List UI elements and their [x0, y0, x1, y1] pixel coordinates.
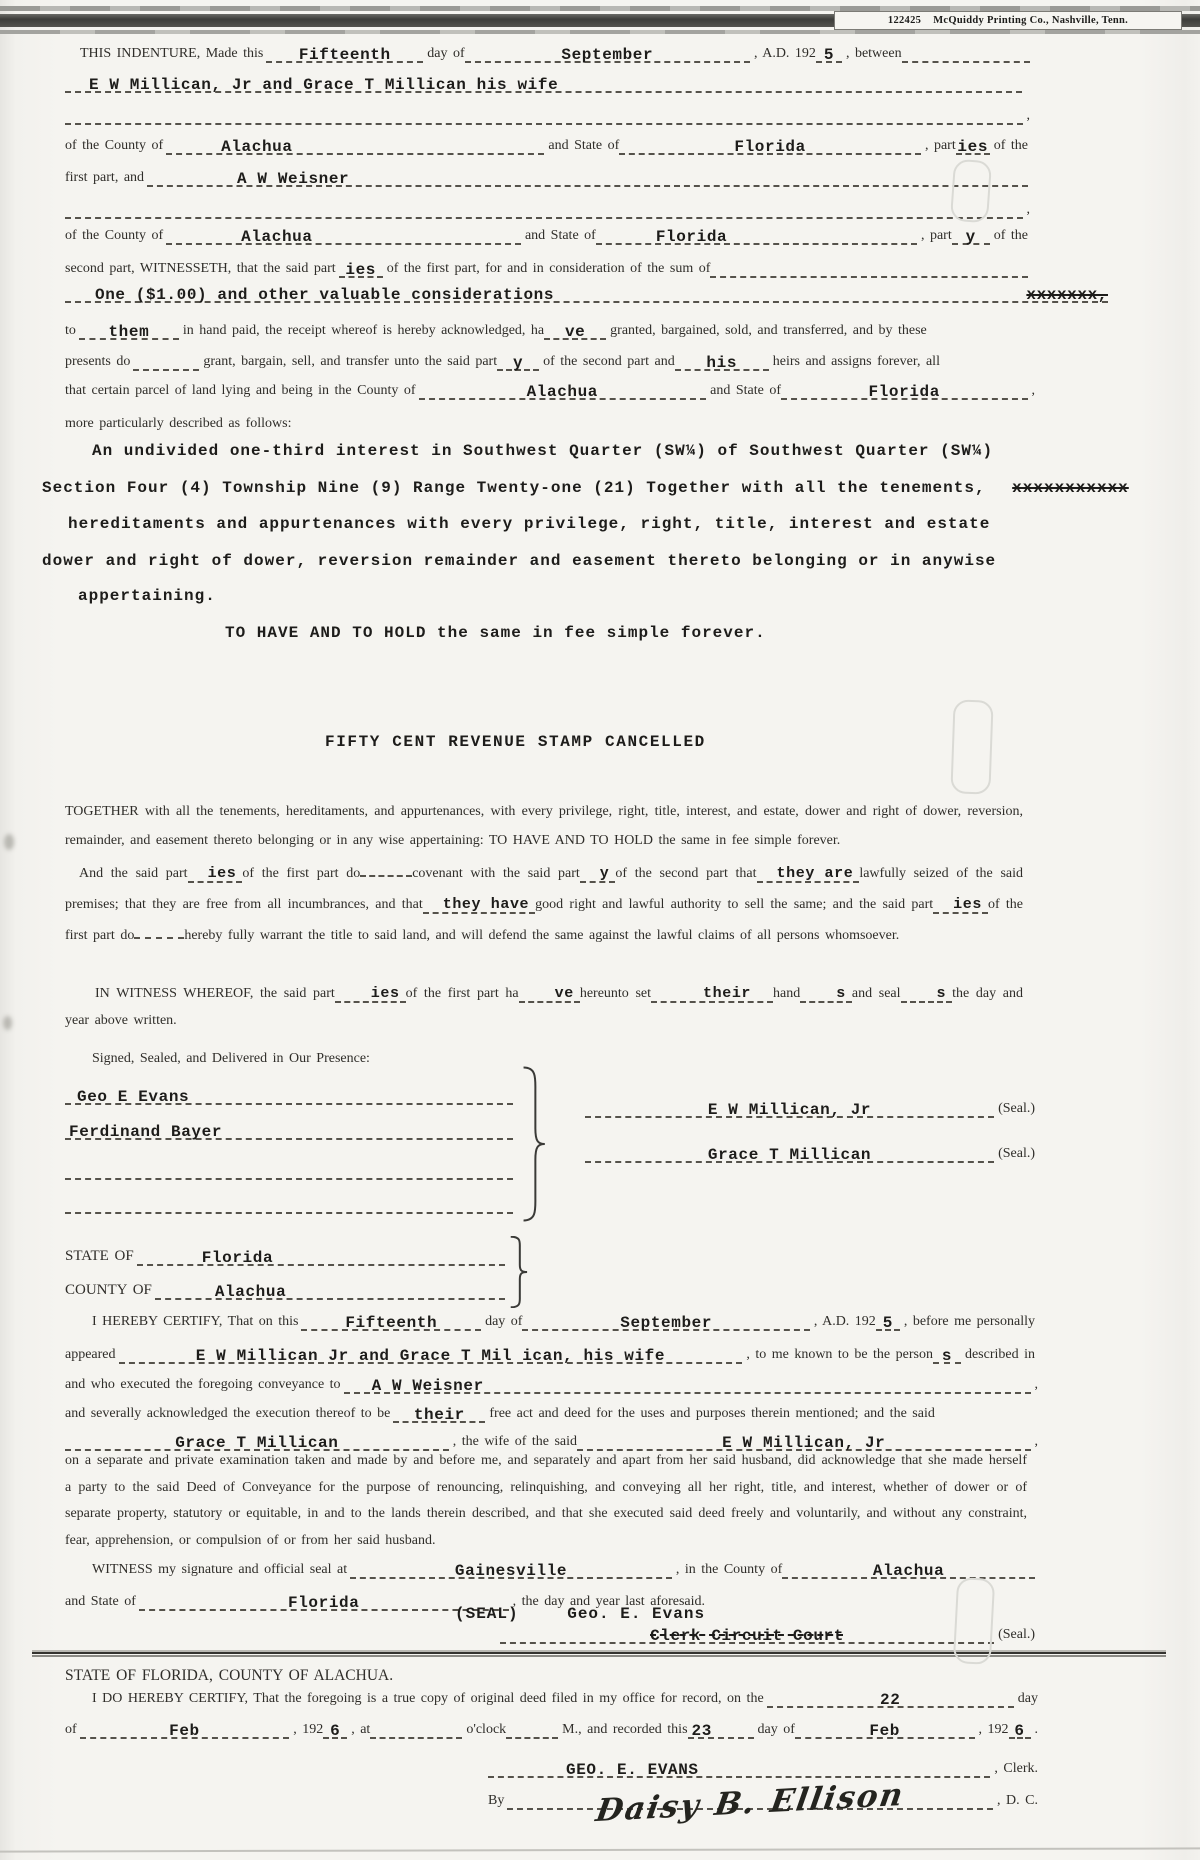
- record-certify-text: I DO HEREBY CERTIFY, That the foregoing is a true copy of original deed filed in my office for record, on the: [92, 1691, 764, 1706]
- state-of-value: Florida: [201, 1249, 274, 1267]
- grantors-field: [65, 65, 1022, 93]
- certify-line-2: [65, 1338, 1035, 1364]
- presence-text: Signed, Sealed, and Delivered in Our Presence:: [92, 1051, 370, 1066]
- cert-year-field: [876, 1303, 900, 1331]
- witness-blank-line-1: [65, 1170, 513, 1180]
- state-field: [596, 217, 917, 245]
- appeared-value: E W Millican Jr and Grace T Mil ican, his wife: [195, 1347, 666, 1365]
- record-day-value: 22: [880, 1691, 901, 1709]
- description-line-4: dower and right of dower, reversion remainder and easement thereto belonging or in anywise: [42, 552, 997, 570]
- grantor-2-name: Grace T Millican: [707, 1146, 872, 1164]
- year-prefix: , 192: [293, 1722, 324, 1737]
- witness-1-name: Geo E Evans: [77, 1088, 190, 1106]
- clerk-signature-line: [488, 1752, 1038, 1778]
- county-value: Alachua: [526, 383, 599, 401]
- parcel-line: [65, 374, 1035, 400]
- state-label: and State of: [548, 138, 620, 153]
- part-label: , part: [924, 138, 956, 153]
- certify-line-1: [92, 1305, 1035, 1331]
- printer-credit-name: McQuiddy Printing Co., Nashville, Tenn.: [933, 15, 1129, 26]
- grantee-value: A W Weisner: [237, 170, 350, 188]
- cov-fill: [423, 898, 535, 914]
- record-year-value: 6: [330, 1722, 341, 1740]
- them-value: them: [108, 323, 150, 341]
- witness-1-field: [65, 1077, 513, 1105]
- consideration-line: [65, 277, 1108, 303]
- wit-text: of the first part ha: [405, 986, 519, 1001]
- cov-text: of the second part that: [615, 866, 757, 881]
- of-the-text: of the: [993, 138, 1028, 153]
- them-field: [79, 312, 179, 340]
- county-label: of the County of: [65, 228, 164, 243]
- witness-paragraph: [65, 980, 1023, 1034]
- county-of-line: [65, 1274, 505, 1300]
- witnesseth-text: second part, WITNESSETH, that the said part: [65, 261, 336, 276]
- state-label: and State of: [710, 383, 781, 398]
- county-of-field: [155, 1272, 505, 1300]
- conveyance-label: and who executed the foregoing conveyance to: [65, 1377, 341, 1392]
- county-value: Alachua: [241, 228, 313, 246]
- record-month-field: [80, 1711, 290, 1739]
- description-line-2-text: Section Four (4) Township Nine (9) Range Twenty-one (21) Together with all the tenements,: [42, 479, 986, 497]
- wit-text: the day and year above written.: [65, 986, 1024, 1028]
- dash-gap: [134, 933, 184, 939]
- recorded-month-value: Feb: [869, 1722, 900, 1740]
- wit-fill-value: ve: [554, 985, 574, 1002]
- record-heading-text: STATE OF FLORIDA, COUNTY OF ALACHUA.: [65, 1667, 394, 1684]
- cert-month-value: September: [620, 1314, 713, 1332]
- record-month-value: Feb: [169, 1722, 200, 1740]
- described-text: described in: [964, 1347, 1035, 1362]
- and-state-label: and State of: [65, 1594, 136, 1609]
- part-value: y: [965, 228, 976, 246]
- consideration-blank: [710, 250, 1028, 278]
- day-of-text: day of: [485, 1314, 523, 1329]
- wife-name-field: [65, 1423, 449, 1451]
- county-of-label: COUNTY OF: [65, 1282, 152, 1298]
- month-field: [465, 35, 750, 63]
- deputy-signature-line: [488, 1776, 1038, 1830]
- cert-month-field: [522, 1303, 809, 1331]
- recorded-year-field: [1009, 1711, 1031, 1739]
- county-of-value: Alachua: [214, 1283, 287, 1301]
- free-act-text: free act and deed for the uses and purposes therein mentioned; and the said: [489, 1406, 935, 1421]
- witness-2-field: [65, 1112, 513, 1140]
- county-label: of the County of: [65, 138, 164, 153]
- seal-text: (Seal.): [998, 1146, 1035, 1161]
- comma: ,: [1034, 1434, 1038, 1449]
- clerk-title-value: Clerk Circuit Court: [650, 1627, 844, 1645]
- wife-name-value: Grace T Millican: [175, 1434, 339, 1452]
- of-label: of: [65, 1722, 77, 1737]
- heirs-text: heirs and assigns forever, all: [772, 354, 940, 369]
- m-blank: [506, 1711, 558, 1739]
- state-label: and State of: [524, 228, 596, 243]
- wit-fill: [651, 987, 773, 1003]
- day-text: day: [1017, 1691, 1038, 1706]
- comma: ,: [1026, 202, 1030, 217]
- together-paragraph: TOGETHER with all the tenements, hereditaments, and appurtenances, with every privilege, right, title, interest, and estate, dower and right of dower, reversion, remainder, and easement thereto belonging or in any wise appertaining: TO HAVE AND TO HOLD the same in fee simple forever.: [65, 804, 1023, 848]
- cov-text: covenant with the said part: [412, 866, 580, 881]
- cov-fill: [580, 867, 616, 883]
- cov-fill-value: ies: [207, 865, 237, 882]
- wit-fill: [335, 987, 406, 1003]
- recorded-year-value: 6: [1014, 1722, 1025, 1740]
- struck-word: xxxxxxxxxxx: [1012, 479, 1129, 497]
- edge-smudge-2: [3, 1016, 12, 1030]
- county-field: [166, 127, 544, 155]
- witness-signature-2: [65, 1114, 513, 1140]
- notary-name: Geo. E. Evans: [567, 1605, 706, 1623]
- state-field: [781, 372, 1028, 400]
- presence-line: [92, 1042, 373, 1068]
- page-bottom-edge: [0, 1847, 1200, 1852]
- grantor-signature-2: [585, 1137, 1035, 1163]
- wit-fill: [519, 987, 580, 1003]
- day-of-text: day of: [757, 1722, 795, 1737]
- separate-examination-paragraph: on a separate and private examination taken and made by and before me, and separately and apart from her said husband, did acknowledge that she made herself a party to the said Deed of Conveyance for the purpose of renouncing, relinquishing, and conveying all her right, title, and interest, whether of dower or of separate property, statutory or equitable, in and to the lands therein described, and that she executed said deed freely and voluntarily, and without any constraint, fear, apprehension, or compulsion of or from her said husband.: [65, 1453, 1027, 1548]
- between-blank: [902, 35, 1030, 63]
- cov-text: part: [911, 897, 934, 912]
- of-the-text: of the: [993, 228, 1028, 243]
- ad-text: , A.D. 192: [813, 1314, 876, 1329]
- in-hand-paid-line: [65, 314, 1028, 340]
- state-of-line: [65, 1240, 505, 1266]
- wit-text: and seal: [851, 986, 901, 1001]
- his-value: his: [706, 354, 738, 372]
- city-value: Gainesville: [454, 1562, 568, 1580]
- at-text: , at: [351, 1722, 371, 1737]
- conveyance-value: A W Weisner: [371, 1377, 484, 1395]
- consideration-value: One ($1.00) and other valuable considerations: [95, 286, 555, 304]
- wit-text: hereunto set: [579, 986, 652, 1001]
- clerk-text: , Clerk.: [994, 1761, 1038, 1776]
- appeared-field: [119, 1336, 743, 1364]
- recorded-day-field: [688, 1711, 754, 1739]
- section-divider-rule: [32, 1652, 1166, 1654]
- witness-seal-line: [92, 1553, 1035, 1579]
- year-field: [816, 35, 842, 63]
- edge-smudge-1: [4, 834, 14, 850]
- state-of-label: STATE OF: [65, 1248, 134, 1264]
- in-county-text: , in the County of: [675, 1562, 783, 1577]
- cov-fill: [188, 867, 243, 883]
- cov-fill-value: they have: [442, 896, 530, 913]
- wit-fill-value: s: [836, 985, 846, 1002]
- granted-text: granted, bargained, sold, and transferred, and by these: [610, 323, 927, 338]
- description-line-2: [42, 479, 1129, 497]
- cov-fill: [933, 898, 988, 914]
- known-text: , to me known to be the person: [746, 1347, 933, 1362]
- wit-fill-value: their: [703, 985, 752, 1002]
- record-line-2: [65, 1713, 1038, 1739]
- dc-text: , D. C.: [997, 1793, 1038, 1808]
- recorded-text: M., and recorded this: [562, 1722, 688, 1737]
- notary-brace: [508, 1236, 528, 1308]
- struck-xs: xxxxxxx,: [1026, 286, 1108, 304]
- witness-2-name: Ferdinand Bayer: [69, 1123, 223, 1141]
- follows-text: more particularly described as follows:: [65, 416, 292, 431]
- husband-name-value: E W Millican, Jr: [722, 1434, 886, 1452]
- state-field: [619, 127, 921, 155]
- state-value: Florida: [288, 1594, 360, 1612]
- county-field: [419, 372, 707, 400]
- cov-fill: [757, 867, 860, 883]
- recorded-month-field: [795, 1711, 975, 1739]
- grantor-1-name: E W Millican, Jr: [707, 1101, 872, 1119]
- comma: ,: [1031, 383, 1035, 398]
- ve-field: [544, 312, 606, 340]
- seal-text: (Seal.): [998, 1101, 1035, 1116]
- certify-text: I HEREBY CERTIFY, That on this: [92, 1314, 299, 1329]
- paperclip-artifact-3: [953, 1577, 995, 1665]
- cov-text: of the first part do: [242, 866, 361, 881]
- day-field: [266, 35, 423, 63]
- description-line-1: An undivided one-third interest in Southwest Quarter (SW¼) of Southwest Quarter (SW¼): [92, 442, 994, 460]
- county-state-line-2: [65, 219, 1028, 245]
- day-of-text: day of: [427, 46, 465, 61]
- person-s-value: s: [941, 1347, 953, 1365]
- wit-fill-value: s: [936, 985, 947, 1002]
- paperclip-artifact-2: [950, 699, 993, 794]
- period: .: [1034, 1722, 1038, 1737]
- husband-name-field: [577, 1423, 1030, 1451]
- part-value: y: [513, 354, 524, 372]
- county-value: Alachua: [221, 138, 293, 156]
- part-field: [956, 127, 990, 155]
- county-value: Alachua: [872, 1562, 945, 1580]
- cert-year-value: 5: [882, 1314, 893, 1332]
- state-field: [139, 1583, 509, 1611]
- their-field: [393, 1395, 485, 1423]
- day-value: Fifteenth: [298, 46, 391, 64]
- cov-text: of the first part do: [65, 897, 1024, 943]
- habendum-typed-line: TO HAVE AND TO HOLD the same in fee simple forever.: [225, 624, 766, 642]
- wit-text: IN WITNESS WHEREOF, the said part: [95, 986, 335, 1001]
- consideration-label: of the first part, for and in consideration of the sum of: [386, 261, 711, 276]
- parcel-label: that certain parcel of land lying and being in the County of: [65, 383, 416, 398]
- second-part-text: of the second part and: [543, 354, 675, 369]
- grantors-value: E W Millican, Jr and Grace T Millican his wife: [89, 76, 559, 94]
- state-value: Florida: [734, 138, 806, 156]
- opening-text: THIS INDENTURE, Made this: [80, 46, 264, 61]
- cov-fill-value: they are: [776, 865, 854, 882]
- wit-fill: [901, 987, 953, 1003]
- record-line-1: [92, 1682, 1038, 1708]
- seal-text: (Seal.): [998, 1627, 1035, 1642]
- cov-text: hereby fully warrant the title to said land, and will defend the same against the lawful claims of all persons whomsoever.: [184, 928, 900, 943]
- printer-credit: [834, 11, 1182, 30]
- blank-fill: [65, 191, 1023, 219]
- conveyance-field: [344, 1366, 1031, 1394]
- grantee-field: [147, 159, 1028, 187]
- dash-gap: [360, 871, 412, 877]
- to-label: to: [65, 323, 76, 338]
- do-blank: [133, 343, 199, 371]
- county-field: [166, 217, 521, 245]
- acknowledged-label: and severally acknowledged the execution thereof to be: [65, 1406, 391, 1421]
- witness-brace: [520, 1066, 546, 1222]
- grantor-1-field: [585, 1090, 994, 1118]
- wit-text: hand: [773, 986, 801, 1001]
- by-label: By: [488, 1793, 505, 1808]
- first-part-label: first part, and: [65, 170, 145, 185]
- ve-value: ve: [564, 323, 586, 341]
- presents-line: [65, 345, 1028, 371]
- scan-band-bottom: [0, 30, 1200, 34]
- between-text: , between: [845, 46, 902, 61]
- state-of-field: [137, 1238, 505, 1266]
- description-line-3: hereditaments and appurtenances with every privilege, right, title, interest and estate: [68, 515, 991, 533]
- blank-line-1: [65, 99, 1030, 125]
- deputy-signature-handwriting: Daisy B. Ellison: [593, 1776, 908, 1830]
- paperclip-artifact-1: [950, 159, 992, 223]
- state-value: Florida: [655, 228, 728, 246]
- grantor-signature-1: [585, 1092, 1035, 1118]
- hand-paid-text: in hand paid, the receipt whereof is hereby acknowledged, ha: [182, 323, 545, 338]
- cov-text: lawfully seized of the said premises; that they are free from all incumbrances, and that: [65, 866, 1024, 912]
- city-field: [350, 1551, 672, 1579]
- consideration-field: [65, 275, 1108, 303]
- cov-fill-value: y: [599, 865, 610, 882]
- person-s-field: [933, 1336, 961, 1364]
- part-field: [497, 343, 539, 371]
- witness-signature-1: [65, 1079, 513, 1105]
- before-me-text: , before me personally: [903, 1314, 1035, 1329]
- county-state-line-1: [65, 129, 1028, 155]
- appeared-label: appeared: [65, 1347, 116, 1362]
- oclock-blank: [370, 1711, 462, 1739]
- grantee-line: [65, 161, 1028, 187]
- county-field: [782, 1551, 1035, 1579]
- recorded-day-value: 23: [691, 1722, 712, 1740]
- cert-day-value: Fifteenth: [345, 1314, 438, 1332]
- grantors-line: [65, 67, 1022, 93]
- seal-tag: (SEAL): [455, 1605, 519, 1623]
- oclock-text: o'clock: [466, 1722, 507, 1737]
- part-value: ies: [345, 261, 376, 279]
- part-field: [339, 250, 383, 278]
- his-field: [675, 343, 769, 371]
- clerk-name-value: GEO. E. EVANS: [566, 1761, 699, 1779]
- record-year-field: [323, 1711, 347, 1739]
- comma: ,: [1026, 108, 1030, 123]
- opening-line: [80, 37, 1030, 63]
- cov-text: And the said part: [79, 866, 188, 881]
- wit-fill: [800, 987, 852, 1003]
- certify-line-4: [65, 1397, 1035, 1423]
- aforesaid-text: , the day and year last aforesaid.: [512, 1594, 705, 1609]
- year-value: 5: [823, 46, 835, 64]
- wit-fill-value: ies: [370, 985, 400, 1002]
- deputy-signature-field: [507, 1776, 993, 1830]
- clerk-name-field: [488, 1750, 990, 1778]
- ad-text: , A.D. 192: [753, 46, 816, 61]
- blank-fill: [65, 97, 1023, 125]
- record-day-field: [767, 1680, 1014, 1708]
- cov-text: good right and lawful authority to sell the same; and the said: [535, 897, 906, 912]
- cert-day-field: [301, 1303, 481, 1331]
- covenant-paragraph: [65, 858, 1023, 951]
- part-label: , part: [920, 228, 952, 243]
- clerk-title-field: [500, 1616, 994, 1644]
- description-line-5: appertaining.: [78, 587, 216, 605]
- grantor-2-field: [585, 1135, 994, 1163]
- wife-of-text: , the wife of the said: [452, 1434, 578, 1449]
- month-value: September: [561, 46, 654, 64]
- grant-text: grant, bargain, sell, and transfer unto the said part: [203, 354, 498, 369]
- printer-credit-number: 122425: [887, 15, 922, 26]
- year-prefix-2: , 192: [978, 1722, 1009, 1737]
- witness-seal-label: WITNESS my signature and official seal at: [92, 1562, 348, 1577]
- witness-blank-line-2: [65, 1204, 513, 1214]
- cov-fill-value: ies: [953, 896, 982, 913]
- part-value: ies: [957, 138, 989, 156]
- certify-line-3: [65, 1368, 1038, 1394]
- presents-label: presents do: [65, 354, 131, 369]
- state-value: Florida: [868, 383, 940, 401]
- comma: ,: [1034, 1377, 1038, 1392]
- follows-line: [65, 407, 294, 433]
- their-value: their: [413, 1406, 465, 1424]
- blank-line-2: [65, 193, 1030, 219]
- revenue-stamp-line: FIFTY CENT REVENUE STAMP CANCELLED: [325, 733, 706, 751]
